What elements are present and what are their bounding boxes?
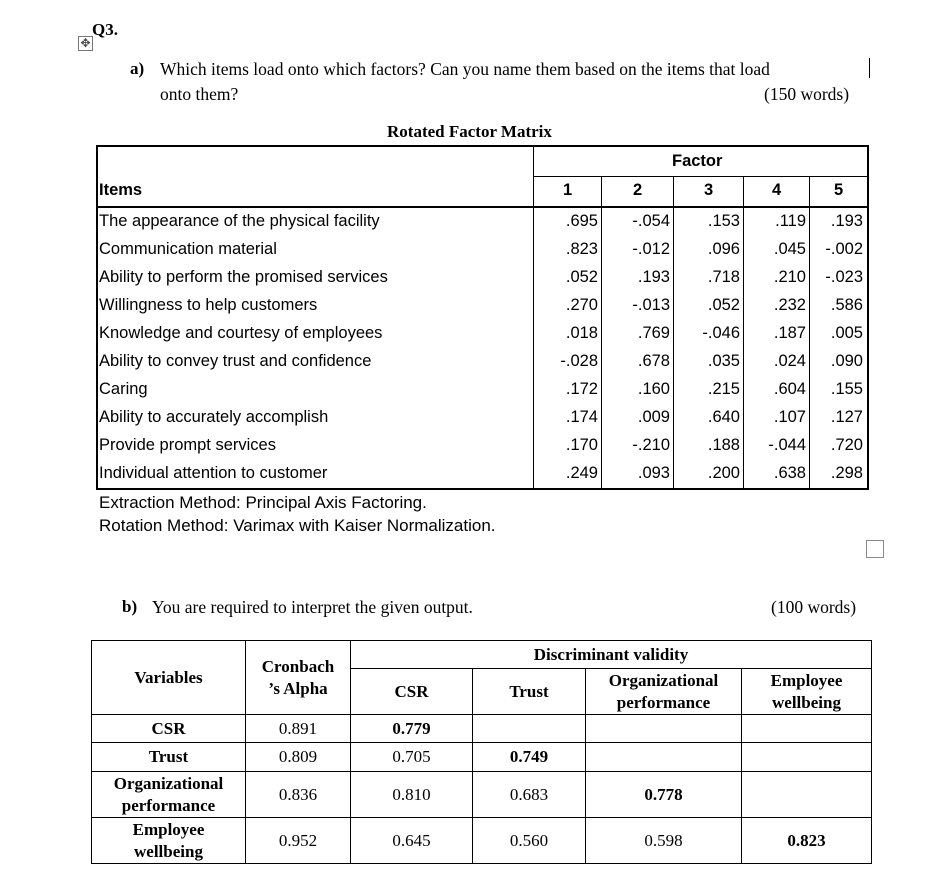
item-label: Ability to perform the promised services: [99, 268, 388, 286]
loading-value-factor-3: .718: [707, 268, 740, 286]
loading-value-factor-3: .200: [707, 464, 740, 482]
trust-value: 0.749: [509, 747, 549, 766]
loading-value-factor-2: .009: [637, 408, 670, 426]
loading-value-factor-3: .640: [707, 408, 740, 426]
dt-border-bottom: [91, 863, 872, 864]
question-title: Q3.: [92, 20, 118, 39]
header-cronbach-alpha: Cronbach ’s Alpha: [261, 656, 335, 698]
factor-number-5: 5: [834, 181, 844, 199]
trust-value: [473, 715, 585, 742]
employee-wellbeing-value: [742, 772, 871, 817]
loading-value-factor-5: .090: [830, 352, 863, 370]
loading-value-factor-1: .052: [565, 268, 598, 286]
loading-value-factor-3: .035: [707, 352, 740, 370]
factor-matrix-title: Rotated Factor Matrix: [387, 122, 552, 141]
fm-header-divider: [96, 206, 869, 208]
variable-name: Trust: [148, 747, 189, 766]
item-label: Ability to convey trust and confidence: [99, 352, 372, 370]
header-organizational-performance: Organizational performance: [608, 670, 719, 712]
loading-value-factor-2: .160: [637, 380, 670, 398]
loading-value-factor-4: .187: [773, 324, 806, 342]
fm-border-bottom: [96, 488, 869, 490]
loading-value-factor-5: .586: [830, 296, 863, 314]
loading-value-factor-2: -.210: [632, 436, 670, 454]
variable-name: CSR: [151, 718, 186, 738]
loading-value-factor-4: .604: [773, 380, 806, 398]
item-label: Knowledge and courtesy of employees: [99, 324, 383, 342]
fm-border-top: [96, 145, 869, 147]
text-cursor: [869, 58, 870, 78]
item-label: Communication material: [99, 240, 277, 258]
loading-value-factor-2: -.013: [632, 296, 670, 314]
loading-value-factor-2: .193: [637, 268, 670, 286]
item-label: The appearance of the physical facility: [99, 212, 380, 230]
loading-value-factor-4: .045: [773, 240, 806, 258]
loading-value-factor-5: -.002: [825, 240, 863, 258]
discriminant-validity-table: [91, 640, 872, 864]
loading-value-factor-5: -.023: [825, 268, 863, 286]
org-performance-value: [586, 743, 741, 771]
loading-value-factor-1: .270: [565, 296, 598, 314]
part-a-label: a): [130, 59, 145, 78]
fm-border-right: [867, 145, 869, 490]
loading-value-factor-5: .005: [830, 324, 863, 342]
items-header: Items: [99, 181, 143, 199]
part-a-text-line2: onto them?: [160, 84, 239, 104]
loading-value-factor-1: .249: [565, 464, 598, 482]
trust-value: 0.683: [509, 784, 549, 804]
org-performance-value: [586, 715, 741, 742]
loading-value-factor-3: .096: [707, 240, 740, 258]
header-discriminant-validity: Discriminant validity: [533, 645, 689, 664]
loading-value-factor-1: -.028: [560, 352, 598, 370]
loading-value-factor-1: .174: [565, 408, 598, 426]
loading-value-factor-4: .210: [773, 268, 806, 286]
csr-value: 0.779: [392, 718, 431, 738]
move-handle-icon[interactable]: ✥: [78, 36, 93, 51]
employee-wellbeing-value: 0.823: [787, 830, 826, 850]
factor-number-3: 3: [704, 181, 714, 199]
factor-header: Factor: [672, 152, 723, 170]
part-b-word-limit: (100 words): [771, 597, 857, 617]
csr-value: 0.810: [392, 784, 431, 804]
loading-value-factor-4: -.044: [768, 436, 806, 454]
employee-wellbeing-value: [742, 743, 871, 771]
loading-value-factor-5: .155: [830, 380, 863, 398]
loading-value-factor-3: .052: [707, 296, 740, 314]
org-performance-value: 0.598: [644, 830, 683, 850]
loading-value-factor-3: .215: [707, 380, 740, 398]
item-label: Individual attention to customer: [99, 464, 328, 482]
loading-value-factor-2: .769: [637, 324, 670, 342]
header-variables: Variables: [134, 667, 203, 687]
part-a-text-line1: Which items load onto which factors? Can you name them based on the items that load: [160, 59, 770, 79]
item-label: Ability to accurately accomplish: [99, 408, 329, 426]
item-label: Caring: [99, 380, 148, 398]
cronbach-alpha-value: 0.952: [278, 830, 318, 850]
loading-value-factor-3: .188: [707, 436, 740, 454]
fm-factor-divider: [533, 176, 869, 177]
fm-border-left: [96, 145, 98, 490]
variable-name: Organizational performance: [113, 773, 224, 815]
cronbach-alpha-value: 0.836: [278, 784, 318, 804]
employee-wellbeing-value: [742, 715, 871, 742]
loading-value-factor-1: .018: [565, 324, 598, 342]
checkbox[interactable]: [866, 540, 884, 558]
loading-value-factor-4: .024: [773, 352, 806, 370]
csr-value: 0.705: [392, 747, 431, 766]
header-trust: Trust: [509, 681, 549, 701]
loading-value-factor-2: -.054: [632, 212, 670, 230]
factor-number-2: 2: [633, 181, 643, 199]
csr-value: 0.645: [392, 830, 431, 850]
loading-value-factor-4: .638: [773, 464, 806, 482]
loading-value-factor-3: .153: [707, 212, 740, 230]
cronbach-alpha-value: 0.809: [278, 747, 318, 766]
loading-value-factor-2: -.012: [632, 240, 670, 258]
variable-name: Employee wellbeing: [132, 819, 205, 861]
loading-value-factor-2: .093: [637, 464, 670, 482]
loading-value-factor-5: .720: [830, 436, 863, 454]
loading-value-factor-3: -.046: [702, 324, 740, 342]
part-a-word-limit: (150 words): [764, 84, 850, 104]
cronbach-alpha-value: 0.891: [278, 718, 318, 738]
extraction-note: Extraction Method: Principal Axis Factoring.: [99, 493, 427, 512]
part-b-text: You are required to interpret the given output.: [152, 597, 473, 617]
part-b-label: b): [122, 597, 138, 616]
factor-number-4: 4: [772, 181, 782, 199]
org-performance-value: 0.778: [644, 784, 683, 804]
loading-value-factor-1: .170: [565, 436, 598, 454]
dt-border-right: [871, 640, 872, 864]
loading-value-factor-5: .193: [830, 212, 863, 230]
loading-value-factor-1: .695: [565, 212, 598, 230]
trust-value: 0.560: [509, 830, 549, 850]
loading-value-factor-1: .823: [565, 240, 598, 258]
rotation-note: Rotation Method: Varimax with Kaiser Normalization.: [99, 516, 496, 535]
header-csr: CSR: [394, 681, 429, 701]
loading-value-factor-4: .107: [773, 408, 806, 426]
item-label: Willingness to help customers: [99, 296, 318, 314]
loading-value-factor-2: .678: [637, 352, 670, 370]
rotated-factor-matrix: [96, 145, 869, 490]
loading-value-factor-5: .127: [830, 408, 863, 426]
item-label: Provide prompt services: [99, 436, 276, 454]
loading-value-factor-5: .298: [830, 464, 863, 482]
loading-value-factor-1: .172: [565, 380, 598, 398]
header-employee-wellbeing: Employee wellbeing: [770, 670, 843, 712]
loading-value-factor-4: .232: [773, 296, 806, 314]
loading-value-factor-4: .119: [775, 212, 806, 230]
factor-number-1: 1: [563, 181, 573, 199]
